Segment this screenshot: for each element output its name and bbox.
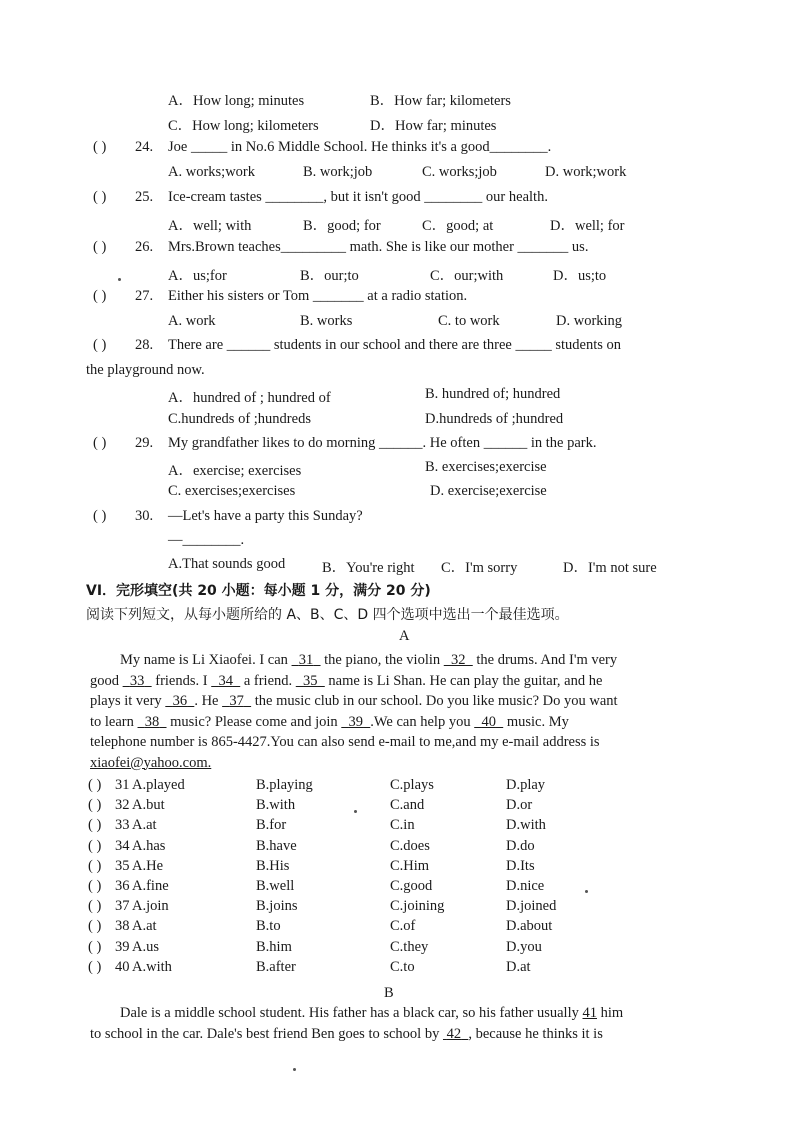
q28-option-b: B. hundred of; hundred	[425, 386, 561, 402]
q29-option-d: D. exercise;exercise	[430, 483, 547, 499]
cloze-option-b: B.playing	[256, 777, 313, 793]
passage-b-label: B	[384, 985, 394, 1001]
cloze-option-b: B.His	[256, 857, 290, 874]
cloze-option-b: B.with	[256, 797, 296, 814]
cloze-answer-bracket: ( )	[88, 938, 102, 955]
q28-stem-continued: the playground now.	[86, 362, 205, 378]
q30-stem: —Let's have a party this Sunday?	[168, 508, 363, 524]
cloze-number: 35	[115, 857, 130, 874]
cloze-answer-bracket: ( )	[88, 817, 102, 834]
q30-answer-bracket: ( )	[93, 508, 107, 524]
q23-option-d: D．How far; minutes	[370, 118, 497, 134]
cloze-answer-bracket: ( )	[88, 918, 102, 935]
cloze-number: 38	[115, 918, 130, 935]
q30-option-d: D．I'm not sure	[563, 560, 657, 576]
cloze-option-b: B.him	[256, 938, 292, 955]
passage-a-line	[90, 753, 702, 774]
cloze-option-d: D.joined	[506, 898, 557, 915]
q29-stem: My grandfather likes to do morning ______. He often ______ in the park.	[168, 435, 597, 451]
q26-number: 26.	[135, 239, 154, 255]
cloze-answer-bracket: ( )	[88, 898, 102, 915]
cloze-option-d: D.do	[506, 837, 535, 854]
q25-number: 25.	[135, 189, 154, 205]
passage-b-line-2: to school in the car. Dale's best friend Ben goes to school by 42 , because he thinks it is	[90, 1026, 603, 1042]
q29-option-c: C. exercises;exercises	[168, 483, 296, 499]
q25-option-c: C．good; at	[422, 218, 494, 234]
q28-option-c: C.hundreds of ;hundreds	[168, 411, 311, 427]
q27-option-a: A. work	[168, 313, 216, 329]
scan-speck	[354, 810, 357, 813]
q29-option-a: A．exercise; exercises	[168, 463, 302, 479]
q28-option-a: A．hundred of ; hundred of	[168, 390, 331, 406]
cloze-option-c: C.of	[390, 918, 416, 935]
section-heading: VI．完形填空(共 20 小题：每小题 1 分，满分 20 分)	[86, 583, 431, 599]
cloze-option-c: C.to	[390, 958, 415, 975]
scan-speck	[585, 890, 588, 893]
cloze-option-b: B.to	[256, 918, 281, 935]
passage-a-label: A	[399, 628, 410, 644]
cloze-option-d: D.you	[506, 938, 542, 955]
cloze-option-a: A.us	[132, 938, 159, 955]
q30-number: 30.	[135, 508, 154, 524]
q29-answer-bracket: ( )	[93, 435, 107, 451]
q27-option-b: B. works	[300, 313, 353, 329]
cloze-option-c: C.plays	[390, 777, 434, 793]
q25-answer-bracket: ( )	[93, 189, 107, 205]
cloze-option-b: B.for	[256, 817, 287, 834]
q26-option-d: D．us;to	[553, 268, 607, 284]
cloze-option-b: B.after	[256, 958, 296, 975]
cloze-option-a: A.but	[132, 797, 165, 814]
q27-number: 27.	[135, 288, 154, 304]
q23-option-a: A．How long; minutes	[168, 93, 305, 109]
q24-answer-bracket: ( )	[93, 139, 107, 155]
q24-option-d: D. work;work	[545, 164, 627, 180]
q24-option-b: B. work;job	[303, 164, 373, 180]
q27-answer-bracket: ( )	[93, 288, 107, 304]
q27-stem: Either his sisters or Tom _______ at a radio station.	[168, 288, 468, 304]
cloze-option-b: B.joins	[256, 898, 298, 915]
cloze-number: 31	[115, 777, 130, 793]
section-instruction: 阅读下列短文，从每小题所给的 A、B、C、D 四个选项中选出一个最佳选项。	[86, 607, 569, 623]
cloze-option-a: A.fine	[132, 878, 169, 894]
cloze-option-d: D.play	[506, 777, 546, 793]
cloze-number: 40	[115, 958, 130, 975]
q30-answer-blank: —________.	[168, 532, 245, 548]
q29-number: 29.	[135, 435, 154, 451]
passage-a-line: good 33 friends. I 34 a friend. 35 name is Li Shan. He can play the guitar, and he	[90, 672, 603, 689]
cloze-option-d: D.with	[506, 817, 546, 834]
q25-option-d: D．well; for	[550, 218, 625, 234]
q30-option-b: B．You're right	[322, 560, 415, 576]
cloze-option-b: B.well	[256, 878, 295, 894]
q26-stem: Mrs.Brown teaches_________ math. She is like our mother _______ us.	[168, 239, 589, 255]
passage-b-line-1: Dale is a middle school student. His father has a black car, so his father usually 41 him	[120, 1005, 624, 1021]
q25-stem: Ice-cream tastes ________, but it isn't good ________ our health.	[168, 189, 548, 205]
cloze-answer-bracket: ( )	[88, 958, 102, 975]
cloze-option-c: C.does	[390, 837, 430, 854]
passage-a-line: telephone number is 865-4427.You can also send e-mail to me,and my e-mail address is	[90, 734, 600, 750]
q24-option-c: C. works;job	[422, 164, 497, 180]
cloze-number: 39	[115, 938, 130, 955]
cloze-answer-bracket: ( )	[88, 857, 102, 874]
q29-option-b: B. exercises;exercise	[425, 459, 547, 475]
cloze-option-c: C.Him	[390, 857, 430, 874]
cloze-option-c: C.joining	[390, 898, 445, 915]
passage-a	[90, 650, 702, 773]
cloze-option-d: D.nice	[506, 878, 545, 894]
q26-answer-bracket: ( )	[93, 239, 107, 255]
q27-option-c: C. to work	[438, 313, 500, 329]
q23-option-b: B．How far; kilometers	[370, 93, 511, 109]
cloze-number: 32	[115, 797, 130, 814]
cloze-number: 34	[115, 837, 130, 854]
cloze-option-a: A.has	[132, 837, 166, 854]
q27-option-d: D. working	[556, 313, 623, 329]
passage-a-line: plays it very 36 . He 37 the music club in our school. Do you like music? Do you want	[90, 693, 618, 709]
cloze-answer-bracket: ( )	[88, 777, 102, 793]
cloze-option-a: A.at	[132, 918, 157, 935]
cloze-number: 36	[115, 878, 130, 894]
cloze-option-d: D.or	[506, 797, 533, 814]
q23-option-c: C．How long; kilometers	[168, 118, 319, 134]
q24-option-a: A. works;work	[168, 164, 255, 180]
q30-option-c: C．I'm sorry	[441, 560, 518, 576]
q24-number: 24.	[135, 139, 154, 155]
q26-option-c: C．our;with	[430, 268, 504, 284]
passage-a-line: My name is Li Xiaofei. I can 31 the piano, the violin 32 the drums. And I'm very	[120, 652, 618, 668]
cloze-option-c: C.good	[390, 878, 433, 894]
cloze-answer-bracket: ( )	[88, 797, 102, 814]
email-address: xiaofei@yahoo.com.	[90, 754, 212, 771]
q28-stem: There are ______ students in our school and there are three _____ students on	[168, 337, 621, 353]
cloze-option-c: C.in	[390, 817, 415, 834]
q25-option-b: B．good; for	[303, 218, 381, 234]
cloze-option-d: D.Its	[506, 857, 535, 874]
cloze-number: 33	[115, 817, 130, 834]
cloze-option-a: A.join	[132, 898, 169, 915]
cloze-option-a: A.played	[132, 777, 185, 793]
q26-option-b: B．our;to	[300, 268, 359, 284]
cloze-option-a: A.with	[132, 958, 172, 975]
q30-option-a: A.That sounds good	[168, 556, 286, 572]
scan-speck	[118, 278, 121, 281]
passage-a-line: to learn 38 music? Please come and join 39 .We can help you 40 music. My	[90, 713, 569, 730]
cloze-option-d: D.about	[506, 918, 553, 935]
q25-option-a: A．well; with	[168, 218, 252, 234]
cloze-option-a: A.He	[132, 857, 164, 874]
scan-speck	[293, 1068, 296, 1071]
q24-stem: Joe _____ in No.6 Middle School. He thinks it's a good________.	[168, 139, 552, 155]
q26-option-a: A．us;for	[168, 268, 227, 284]
cloze-option-a: A.at	[132, 817, 157, 834]
q28-answer-bracket: ( )	[93, 337, 107, 353]
cloze-option-c: C.and	[390, 797, 425, 814]
cloze-option-b: B.have	[256, 837, 297, 854]
cloze-number: 37	[115, 898, 130, 915]
q28-number: 28.	[135, 337, 154, 353]
cloze-answer-bracket: ( )	[88, 837, 102, 854]
q28-option-d: D.hundreds of ;hundred	[425, 411, 564, 427]
cloze-option-c: C.they	[390, 938, 429, 955]
cloze-option-d: D.at	[506, 958, 531, 975]
cloze-answer-bracket: ( )	[88, 878, 102, 894]
